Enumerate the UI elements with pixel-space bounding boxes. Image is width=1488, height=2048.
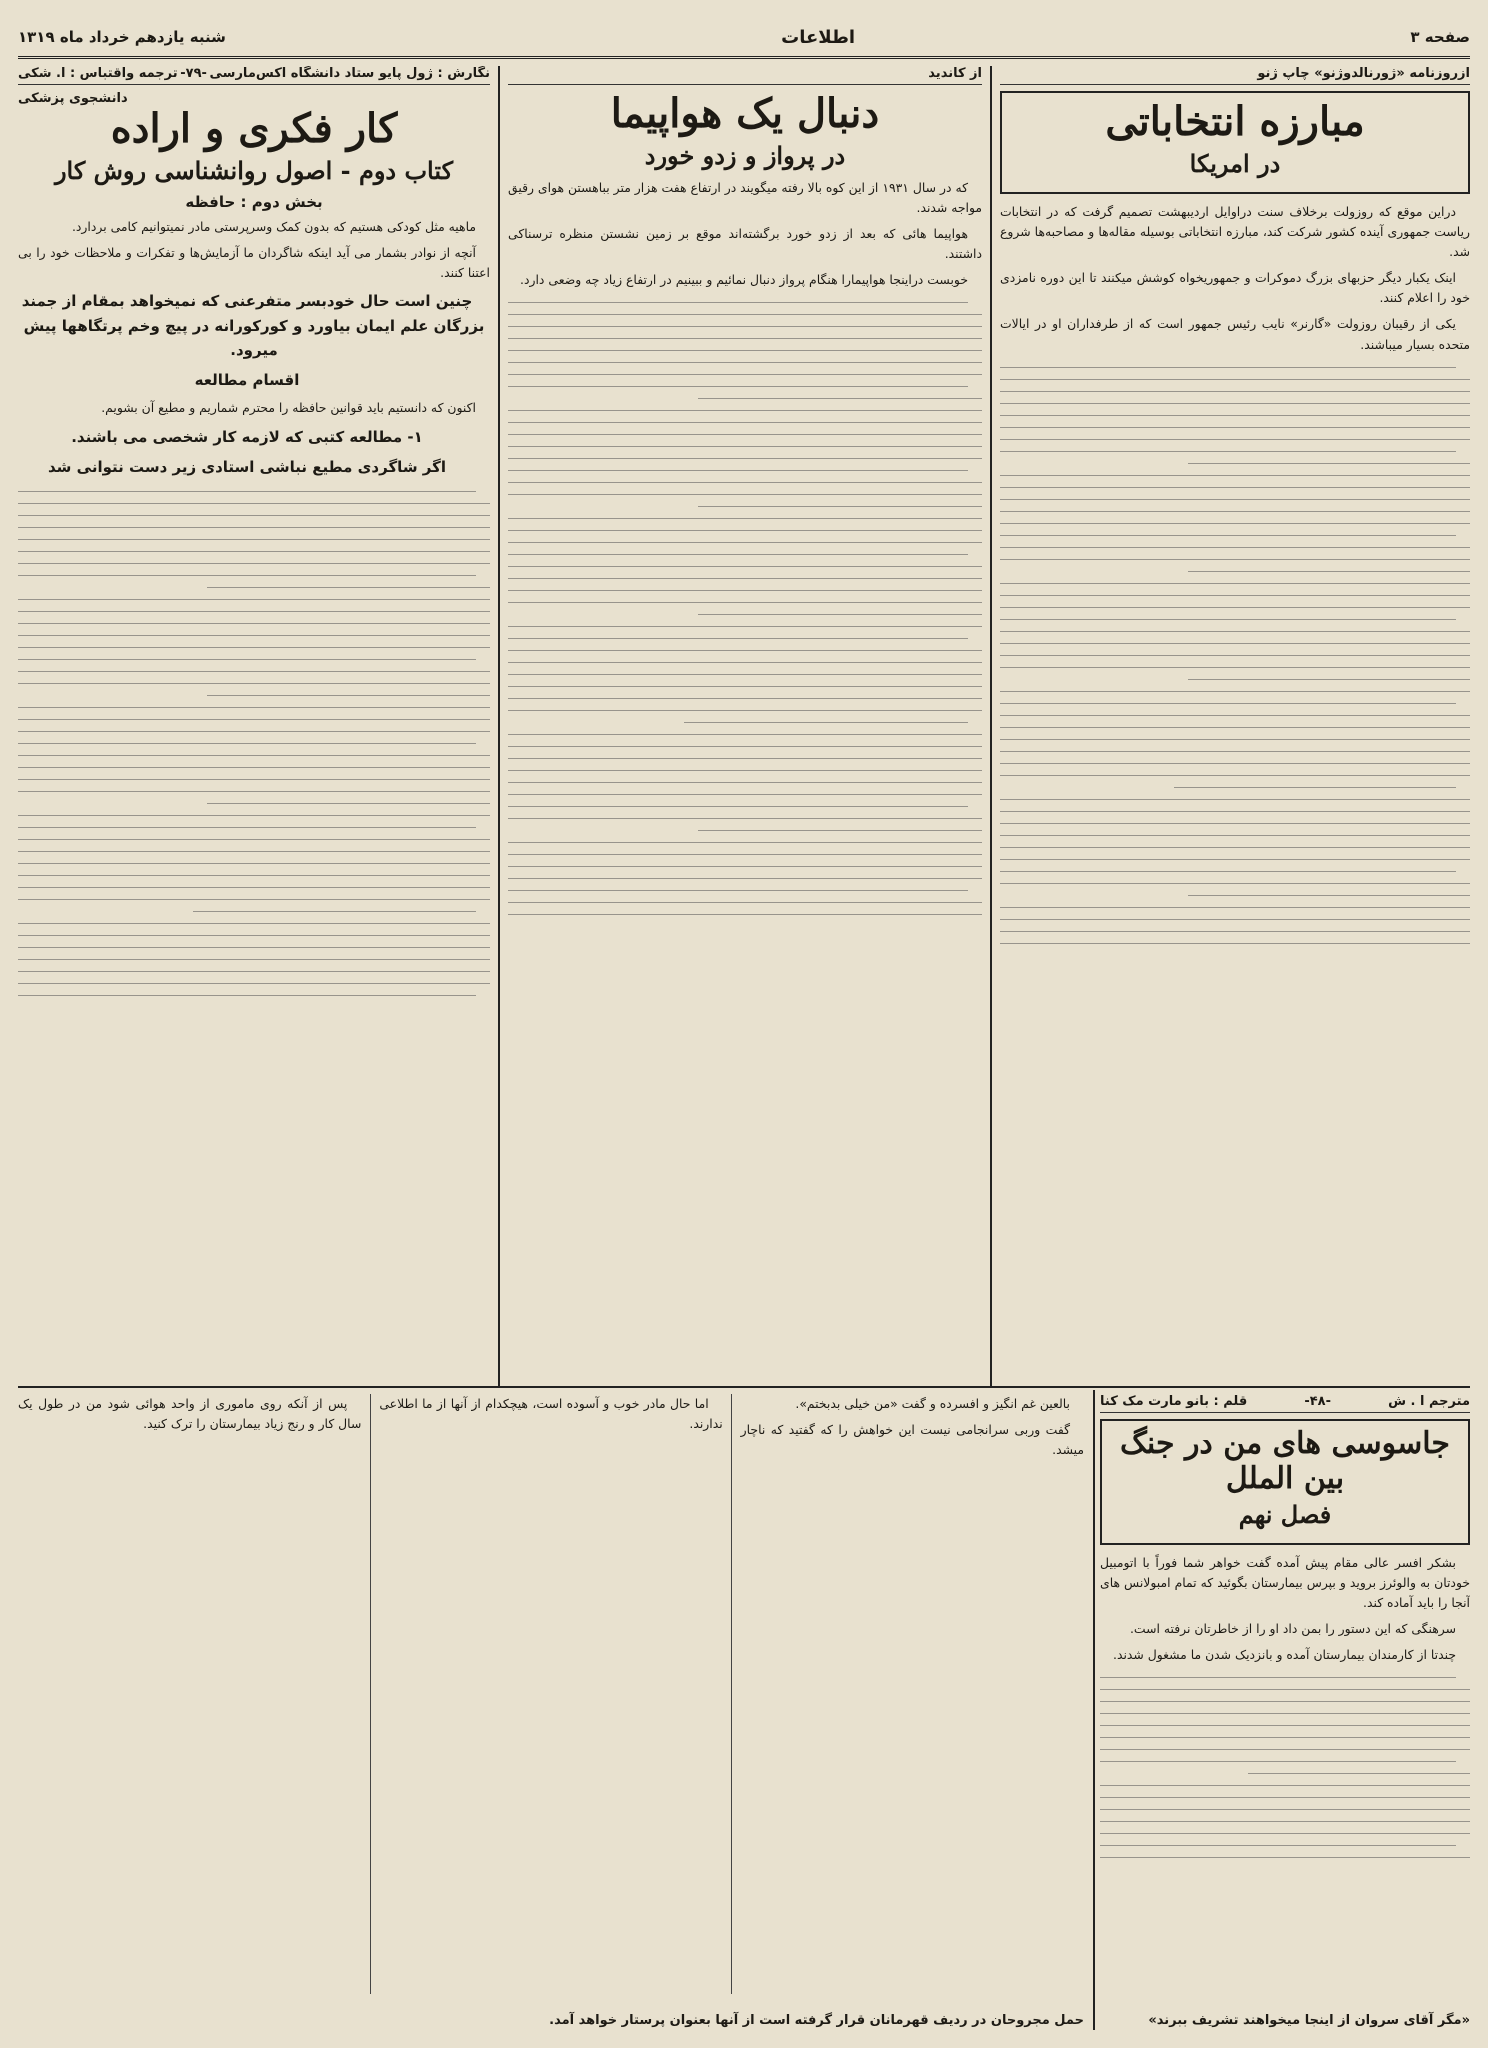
text-line-placeholder [18,545,490,552]
text-line-placeholder [18,953,490,960]
text-line-placeholder [508,680,982,687]
paragraph: اما حال مادر خوب و آسوده است، هیچکدام از آنها از ما اطلاعی ندارند. [379,1396,723,1432]
text-line-placeholder [508,668,982,675]
text-line-placeholder [508,416,982,423]
text-line-placeholder [18,761,490,768]
paragraph: که در سال ۱۹۳۱ از این کوه بالا رفته میگویند در ارتفاع هفت هزار متر بباهستن هوای رقیق مواجه شدند. [508,180,982,216]
text-line-placeholder [18,509,490,516]
text-line-placeholder [1100,1755,1456,1762]
text-line-placeholder [1000,733,1470,740]
section-divider [18,1386,1470,1388]
text-line-placeholder [18,773,490,780]
text-line-placeholder [18,977,490,984]
text-line-placeholder [18,521,490,528]
text-line-placeholder [1188,673,1470,680]
text-line-placeholder [508,488,982,495]
section-heading: چنین است حال خودبسر متفرعنی که نمیخواهد بمقام از جمند بزرگان علم ایمان بیاورد و کورکورانه در پیچ وخم پرتگاهها پیش میرود. [21,292,485,359]
newspaper-name: اطلاعات [781,26,856,48]
paragraph: بشکر افسر عالی مقام پیش آمده گفت خواهر شما فوراً با اتومبیل خودتان به والوئرز بروید و بپرس بیمارستان بگوئید که تمام امبولانس های آنجا را باید آماده کند. [1100,1555,1470,1611]
text-line-placeholder [1000,625,1470,632]
text-line-placeholder [508,548,968,555]
article-byline-bar [1100,1394,1470,1413]
text-line-placeholder [1000,373,1470,380]
text-line-placeholder [18,497,490,504]
text-line-placeholder [18,629,490,636]
text-line-placeholder [207,581,490,588]
text-line-placeholder [18,929,490,936]
text-line-placeholder [698,392,982,399]
article-source: از کاندید [928,66,982,81]
text-line-placeholder [508,428,982,435]
text-line-placeholder [1188,889,1470,896]
text-line-placeholder [698,500,982,507]
section-heading: ۱- مطالعه کتبی که لازمه کار شخصی می باشند. [71,427,423,446]
headline-box [1100,1419,1470,1545]
text-line-placeholder [508,692,982,699]
text-line-placeholder [508,584,982,591]
article-source-bar [508,66,982,85]
text-line-placeholder [1100,1791,1470,1798]
paragraph: آنچه از نوادر بشمار می آید اینکه شاگردان ما آزمایش‌ها و تفکرات و ملاحظات خود را بی اعتنا کنند. [18,245,490,281]
text-line-placeholder [1000,757,1470,764]
text-line-placeholder [508,320,982,327]
text-line-placeholder [18,869,490,876]
text-line-placeholder [18,857,490,864]
text-line-placeholder [207,689,490,696]
article-espionage [1100,1394,1470,2030]
text-line-placeholder [508,524,982,531]
translator: ترجمه واقتباس : ا. شکی [18,66,178,81]
text-line-placeholder [1100,1839,1456,1846]
text-line-placeholder [1000,397,1470,404]
paragraph: یکی از رقیبان روزولت «گارنر» نایب رئیس جمهور است که از طرفداران او در ایالات متحده بسیار میباشند. [1000,316,1470,352]
section-heading: اقسام مطالعه [194,371,300,390]
text-line-placeholder [18,809,490,816]
article-footer: «مگر آقای سروان از اینجا میخواهند تشریف ببرند» [1148,2013,1470,2028]
text-line-placeholder [18,737,476,744]
text-line-placeholder [1000,577,1470,584]
text-line-placeholder [508,872,982,879]
text-line-placeholder [508,788,982,795]
text-line-placeholder [508,536,982,543]
text-line-placeholder [508,476,982,483]
paragraph: سرهنگی که این دستور را بمن داد او را از خاطرتان نرفته است. [1129,1621,1456,1637]
text-line-placeholder [1000,469,1470,476]
text-line-placeholder [1000,913,1470,920]
text-line-placeholder [18,893,490,900]
article-continuation [18,1394,1084,2030]
article-byline-bar [18,66,490,85]
text-line-placeholder [18,533,490,540]
text-line-placeholder [1000,649,1470,656]
text-line-placeholder [508,380,968,387]
text-line-placeholder [1100,1827,1470,1834]
text-line-placeholder [1000,385,1470,392]
article-body [1000,202,1470,355]
headline: مبارزه انتخاباتی [1105,98,1365,145]
paragraph: پس از آنکه روی ماموری از واحد هوائی شود من در طول یک سال کار و رنج زیاد بیمارستان را ترک کنید. [18,1396,362,1432]
text-line-placeholder [508,560,982,567]
text-line-placeholder [1000,637,1470,644]
section-title: بخش دوم : حافظه [185,193,323,211]
text-line-placeholder [1000,589,1470,596]
text-line-placeholder [508,620,982,627]
text-line-placeholder [508,908,982,915]
paragraph: اینک یکبار دیگر حزبهای بزرگ دموکرات و جمهوریخواه کوشش میکنند تا این دوره نامزدی خود را اعلام کنند. [1000,270,1470,306]
headline: کار فکری و اراده [110,105,398,152]
text-line-placeholder [1100,1731,1470,1738]
text-line-placeholder [18,845,490,852]
text-line-placeholder [1000,481,1470,488]
headline: دنبال یک هواپیما [610,90,880,137]
paragraph: چندتا از کارمندان بیمارستان آمده و بانزدیک شدن ما مشغول شدند. [1113,1647,1456,1663]
article-body [1100,1553,1470,1665]
paragraph: گفت وربی سرانجامی نیست این خواهش را که گفتید که ناچار میشد. [740,1422,1084,1458]
column-text-lines [508,296,982,915]
text-line-placeholder [1000,409,1470,416]
paragraph: خوبست دراینجا هواپیمارا هنگام پرواز دنبال نمائیم و ببینیم در ارتفاع زیاد چه وضعی دارد. [520,272,968,288]
text-line-placeholder [18,617,490,624]
subheadline: در امریکا [1189,149,1281,178]
text-line-placeholder [1000,505,1470,512]
text-line-placeholder [18,917,490,924]
text-line-placeholder [1000,685,1470,692]
text-line-placeholder [1100,1743,1470,1750]
masthead [18,18,1470,59]
text-line-placeholder [508,764,982,771]
text-line-placeholder [508,776,982,783]
text-line-placeholder [1100,1695,1470,1702]
chapter-title: فصل نهم [1238,1500,1332,1529]
text-line-placeholder [1248,1767,1470,1774]
paragraph: اکنون که دانستیم باید قوانین حافظه را محترم شماریم و مطیع آن بشویم. [101,400,476,416]
article-intellectual-work [18,66,490,1382]
issue-date: شنبه یازدهم خرداد ماه ۱۳۱۹ [18,28,226,46]
text-line-placeholder [508,572,982,579]
article-source-bar [1000,66,1470,85]
text-line-placeholder [508,656,982,663]
text-line-placeholder [1000,601,1470,608]
text-line-placeholder [1000,661,1470,668]
text-line-placeholder [18,593,490,600]
text-line-placeholder [1000,829,1470,836]
section-heading: اگر شاگردی مطیع نباشی استادی زیر دست نتوانی شد [48,457,446,476]
headline-box [1000,91,1470,194]
text-line-placeholder [1000,805,1470,812]
text-line-placeholder [1100,1803,1470,1810]
article-body [18,1394,1084,1994]
text-line-placeholder [1000,529,1456,536]
text-line-placeholder [508,728,982,735]
text-line-placeholder [508,440,982,447]
text-line-placeholder [1100,1671,1456,1678]
text-line-placeholder [1174,781,1456,788]
article-body [508,178,982,290]
text-line-placeholder [508,740,982,747]
paragraph: ماهیه مثل کودکی هستیم که بدون کمک وسرپرستی مادر نمیتوانیم کامی بردارد. [71,219,476,234]
text-line-placeholder [18,701,490,708]
text-line-placeholder [508,356,982,363]
text-line-placeholder [18,605,490,612]
text-line-placeholder [1000,841,1470,848]
text-line-placeholder [1188,565,1470,572]
text-line-placeholder [1000,817,1470,824]
text-line-placeholder [1000,793,1470,800]
text-line-placeholder [1000,517,1470,524]
article-body [18,217,490,479]
text-line-placeholder [1100,1707,1470,1714]
text-line-placeholder [1000,361,1456,368]
byline: قلم : بانو مارت مک کنا [1100,1394,1248,1409]
text-line-placeholder [508,644,982,651]
text-line-placeholder [508,596,982,603]
text-line-placeholder [18,989,476,996]
article-footer: حمل مجروحان در ردیف قهرمانان قرار گرفته است از آنها بعنوان پرستار خواهد آمد. [549,2013,1084,2028]
subheadline: کتاب دوم - اصول روانشناسی روش کار [54,156,454,185]
text-line-placeholder [1100,1851,1470,1858]
text-line-placeholder [508,752,982,759]
serial-number: -۷۹- [180,66,207,81]
page-number: صفحه ۳ [1410,28,1470,46]
column-divider [498,66,500,1386]
text-line-placeholder [1000,553,1470,560]
text-line-placeholder [508,512,982,519]
text-line-placeholder [1000,925,1470,932]
text-line-placeholder [18,485,476,492]
text-line-placeholder [1000,709,1470,716]
text-line-placeholder [18,665,490,672]
text-line-placeholder [1000,445,1456,452]
text-line-placeholder [1000,769,1470,776]
article-election [1000,66,1470,1382]
text-line-placeholder [18,941,490,948]
text-line-placeholder [1000,493,1470,500]
text-line-placeholder [18,713,490,720]
text-line-placeholder [1000,697,1456,704]
column-text-lines [18,485,490,996]
text-line-placeholder [508,296,968,303]
text-line-placeholder [1000,721,1470,728]
text-line-placeholder [508,332,982,339]
text-line-placeholder [1000,433,1470,440]
text-line-placeholder [1000,541,1470,548]
text-line-placeholder [508,452,982,459]
text-line-placeholder [18,557,490,564]
text-line-placeholder [1000,877,1470,884]
article-source: ازروزنامه «ژورنالدوژنو» چاپ ژنو [1257,66,1470,81]
headline: جاسوسی های من در جنگ بین الملل [1120,1426,1450,1496]
text-line-placeholder [508,836,982,843]
paragraph: دراین موقع که روزولت برخلاف سنت دراوایل اردیبهشت تصمیم گرفت که در انتخابات ریاست جمهوری آینده کشور شرکت کند، مبارزه انتخاباتی بوسیله مقاله‌ها و مصاحبه‌ها شروع شد. [1000,204,1470,260]
text-line-placeholder [508,344,982,351]
text-line-placeholder [508,812,982,819]
text-line-placeholder [18,725,490,732]
text-line-placeholder [18,965,490,972]
text-line-placeholder [18,653,476,660]
text-line-placeholder [1000,421,1470,428]
text-line-placeholder [18,677,490,684]
text-line-placeholder [1000,613,1456,620]
text-line-placeholder [18,749,490,756]
text-line-placeholder [508,704,982,711]
text-line-placeholder [684,716,968,723]
text-line-placeholder [18,785,490,792]
text-line-placeholder [508,368,982,375]
text-line-placeholder [508,464,968,471]
translator-title: دانشجوی پزشکی [18,91,128,106]
article-airplane [508,66,982,1382]
serial-number: -۴۸- [1304,1394,1331,1409]
column-text-lines [1000,361,1470,944]
text-line-placeholder [508,848,982,855]
text-line-placeholder [18,821,476,828]
text-line-placeholder [508,632,968,639]
text-line-placeholder [18,641,490,648]
text-line-placeholder [207,797,490,804]
text-line-placeholder [1100,1683,1470,1690]
text-line-placeholder [508,896,982,903]
column-text-lines [1100,1671,1470,1858]
paragraph: بالعین غم انگیز و افسرده و گفت «من خیلی بدبختم». [795,1396,1070,1411]
text-line-placeholder [18,881,490,888]
text-line-placeholder [1000,901,1470,908]
byline: نگارش : ژول پایو ستاد دانشگاه اکس‌مارسی [209,66,490,81]
subheadline: در پرواز و زدو خورد [644,141,846,170]
text-line-placeholder [1000,937,1470,944]
text-line-placeholder [508,884,968,891]
text-line-placeholder [18,833,490,840]
translator: مترجم ا . ش [1388,1394,1470,1409]
text-line-placeholder [698,824,982,831]
text-line-placeholder [1100,1815,1470,1822]
text-line-placeholder [1000,865,1456,872]
text-line-placeholder [508,404,982,411]
text-line-placeholder [1188,457,1470,464]
paragraph: هواپیما هائی که بعد از زدو خورد برگشته‌اند موقع بر زمین نشستن منظره ترسناکی داشتند. [508,226,982,262]
text-line-placeholder [1100,1779,1470,1786]
column-divider [990,66,992,1386]
text-line-placeholder [1100,1719,1470,1726]
text-line-placeholder [1000,853,1470,860]
text-line-placeholder [698,608,982,615]
text-line-placeholder [1000,745,1470,752]
column-divider [1093,1390,1095,2030]
text-line-placeholder [18,569,476,576]
text-line-placeholder [508,308,982,315]
text-line-placeholder [508,860,982,867]
text-line-placeholder [193,905,476,912]
text-line-placeholder [508,800,968,807]
